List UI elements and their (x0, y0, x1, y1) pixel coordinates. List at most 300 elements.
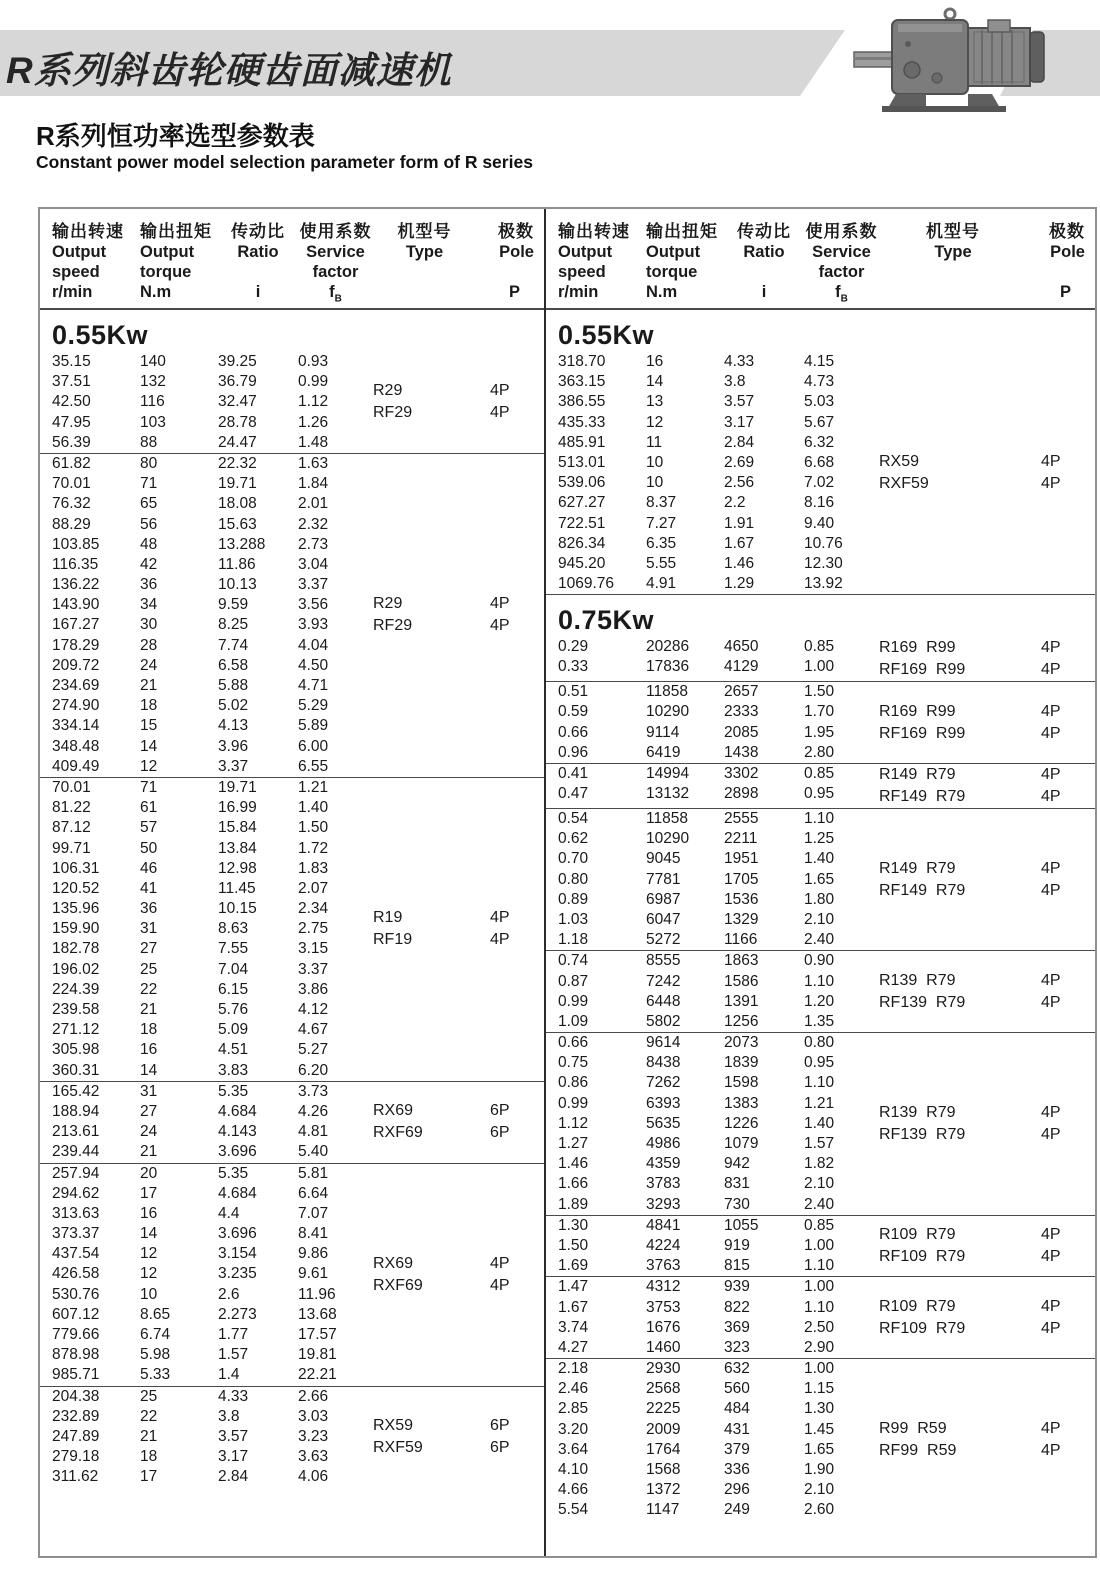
factor-cell: 1.72 (298, 839, 329, 857)
parameter-block (546, 1277, 1095, 1359)
ratio-cell: 4.33 (724, 353, 755, 370)
ratio-cell: 4.143 (218, 1123, 257, 1141)
block-rows (546, 1216, 879, 1277)
ratio-cell: 10.13 (218, 576, 257, 594)
ratio-cell: 5.35 (218, 1164, 249, 1182)
label-line (879, 723, 1089, 745)
speed-cell: 0.66 (558, 1034, 589, 1052)
ratio-cell: 942 (724, 1155, 750, 1173)
factor-cell: 4.67 (298, 1021, 329, 1039)
torque-cell: 16 (646, 353, 664, 370)
factor-cell: 3.23 (298, 1427, 329, 1445)
speed-cell: 4.66 (558, 1481, 589, 1499)
speed-cell: 70.01 (52, 475, 91, 493)
speed-cell: 426.58 (52, 1265, 100, 1283)
ratio-cell: 815 (724, 1257, 750, 1275)
speed-cell: 1.47 (558, 1278, 589, 1296)
speed-cell: 135.96 (52, 900, 100, 918)
table-row (52, 1184, 373, 1204)
table-row (52, 1427, 373, 1447)
factor-cell: 6.68 (804, 453, 835, 471)
torque-cell: 6.74 (140, 1326, 171, 1343)
label-line (373, 1437, 538, 1459)
torque-cell: 11858 (646, 683, 688, 701)
speed-cell: 409.49 (52, 757, 100, 775)
torque-cell: 15 (140, 717, 158, 735)
torque-cell: 3783 (646, 1175, 681, 1193)
pole-label: 4P (1041, 1248, 1061, 1266)
label-line (879, 1418, 1089, 1440)
block-rows (40, 778, 373, 1081)
ratio-cell: 8.63 (218, 920, 249, 938)
torque-cell: 4986 (646, 1135, 681, 1152)
type-label: RF109 R79 (879, 1248, 966, 1266)
table-row (558, 1318, 879, 1338)
table-row (52, 1244, 373, 1264)
ratio-cell: 5.02 (218, 697, 249, 715)
torque-cell: 46 (140, 859, 158, 877)
factor-cell: 0.80 (804, 1034, 835, 1052)
torque-cell: 7242 (646, 972, 681, 990)
speed-cell: 247.89 (52, 1427, 100, 1445)
ratio-cell: 32.47 (218, 393, 257, 411)
label-line (373, 402, 538, 424)
table-row (558, 534, 879, 554)
table-row (52, 1264, 373, 1284)
block-labels (879, 637, 1095, 681)
torque-cell: 25 (140, 960, 158, 978)
torque-cell: 3293 (646, 1195, 681, 1213)
label-line (879, 473, 1089, 495)
table-row (52, 757, 373, 777)
ratio-cell: 11.86 (218, 555, 256, 573)
ratio-cell: 560 (724, 1380, 750, 1398)
ratio-cell: 431 (724, 1420, 750, 1438)
factor-cell: 1.84 (298, 475, 329, 493)
table-row (558, 1094, 879, 1114)
ratio-cell: 1863 (724, 952, 759, 970)
table-row (52, 636, 373, 656)
ratio-cell: 1839 (724, 1054, 759, 1072)
ratio-cell: 4129 (724, 658, 759, 676)
ratio-cell: 1166 (724, 931, 758, 949)
torque-cell: 1764 (646, 1440, 681, 1458)
pole-label: 4P (1041, 859, 1061, 877)
factor-cell: 7.07 (298, 1204, 329, 1222)
label-line (879, 701, 1089, 723)
speed-cell: 1.69 (558, 1257, 589, 1275)
parameter-block (40, 352, 544, 454)
ratio-cell: 2.84 (724, 433, 755, 451)
table-row (52, 676, 373, 696)
torque-cell: 4359 (646, 1155, 681, 1173)
pole-label: 4P (1041, 1441, 1061, 1459)
label-line (373, 907, 538, 929)
banner-title: R系列斜齿轮硬齿面减速机 (6, 50, 452, 91)
parameter-block (546, 951, 1095, 1033)
factor-cell: 9.61 (298, 1265, 329, 1283)
torque-cell: 57 (140, 819, 158, 837)
ratio-cell: 939 (724, 1278, 750, 1296)
ratio-cell: 2.69 (724, 453, 755, 471)
header-output-torque: 输出扭矩 Output torque N.m (646, 222, 718, 301)
ratio-cell: 7.04 (218, 960, 249, 978)
speed-cell: 1.50 (558, 1236, 589, 1254)
block-rows (546, 352, 879, 594)
type-label: RF149 R79 (879, 788, 966, 805)
factor-cell: 1.21 (298, 778, 329, 796)
type-label: RF29 (373, 404, 413, 422)
table-row (52, 494, 373, 514)
torque-cell: 14 (646, 373, 664, 391)
speed-cell: 0.41 (558, 765, 589, 782)
type-label: RF109 R79 (879, 1319, 966, 1337)
ratio-cell: 6.58 (218, 656, 249, 674)
speed-cell: 878.98 (52, 1346, 100, 1364)
table-row (558, 764, 879, 784)
ratio-cell: 4.684 (218, 1184, 257, 1202)
torque-cell: 42 (140, 555, 158, 573)
pole-label: 4P (1041, 724, 1061, 742)
speed-cell: 143.90 (52, 596, 100, 614)
speed-cell: 1.09 (558, 1012, 589, 1030)
torque-cell: 18 (140, 1021, 158, 1039)
block-rows (546, 1359, 879, 1521)
header-ratio: 传动比 Ratio i (737, 222, 791, 301)
speed-cell: 530.76 (52, 1285, 100, 1303)
ratio-cell: 336 (724, 1461, 750, 1478)
ratio-cell: 4.684 (218, 1102, 257, 1120)
block-rows (546, 637, 879, 681)
speed-cell: 1.27 (558, 1135, 589, 1152)
factor-cell: 1.26 (298, 413, 329, 431)
pole-label: 4P (1041, 1226, 1061, 1244)
speed-cell: 363.15 (558, 373, 606, 391)
factor-cell: 0.93 (298, 353, 329, 370)
torque-cell: 36 (140, 576, 158, 594)
pole-label: 4P (1041, 639, 1061, 657)
torque-cell: 7781 (646, 870, 681, 888)
factor-cell: 2.10 (804, 910, 835, 928)
ratio-cell: 2555 (724, 810, 759, 827)
factor-cell: 2.34 (298, 900, 329, 918)
type-label: R169 R99 (879, 639, 956, 657)
ratio-cell: 3302 (724, 765, 759, 782)
parameter-block (546, 809, 1095, 951)
ratio-cell: 18.08 (218, 495, 257, 513)
table-row (52, 615, 373, 635)
table-right-half (546, 209, 1095, 1556)
label-line (373, 1415, 538, 1437)
parameter-block (40, 1082, 544, 1164)
torque-cell: 3763 (646, 1257, 681, 1275)
block-labels (879, 1359, 1095, 1521)
table-row (558, 1480, 879, 1500)
torque-cell: 14994 (646, 765, 690, 782)
factor-cell: 1.30 (804, 1400, 835, 1418)
ratio-cell: 15.63 (218, 515, 257, 533)
ratio-cell: 12.98 (218, 859, 257, 877)
torque-cell: 12 (646, 413, 664, 431)
factor-cell: 2.73 (298, 535, 329, 553)
table-row (52, 1467, 373, 1487)
table-row (52, 1122, 373, 1142)
table-row (558, 1379, 879, 1399)
label-line (373, 615, 538, 637)
ratio-cell: 6.15 (218, 980, 249, 998)
table-row (558, 1420, 879, 1440)
ratio-cell: 1586 (724, 972, 759, 990)
speed-cell: 61.82 (52, 454, 91, 472)
ratio-cell: 1.67 (724, 534, 755, 552)
ratio-cell: 1951 (724, 850, 759, 868)
block-labels (879, 1033, 1095, 1215)
ratio-cell: 369 (724, 1318, 750, 1336)
pole-label: 4P (1041, 1319, 1061, 1337)
torque-cell: 5.33 (140, 1366, 171, 1384)
torque-cell: 5.98 (140, 1346, 171, 1364)
type-label: R109 R79 (879, 1226, 956, 1244)
ratio-cell: 5.88 (218, 677, 249, 694)
speed-cell: 1.67 (558, 1298, 589, 1316)
speed-cell: 435.33 (558, 413, 606, 431)
table-row (52, 1000, 373, 1020)
block-rows (40, 1082, 373, 1163)
torque-cell: 116 (140, 393, 165, 411)
ratio-cell: 2.56 (724, 474, 755, 492)
speed-cell: 826.34 (558, 534, 606, 552)
block-rows (546, 682, 879, 763)
factor-cell: 1.10 (804, 1298, 835, 1316)
parameter-block (546, 682, 1095, 764)
torque-cell: 21 (140, 1427, 158, 1445)
ratio-cell: 1256 (724, 1012, 759, 1030)
torque-cell: 10290 (646, 703, 690, 721)
speed-cell: 35.15 (52, 353, 91, 370)
factor-cell: 5.29 (298, 697, 329, 715)
factor-cell: 5.40 (298, 1143, 329, 1161)
speed-cell: 985.71 (52, 1366, 100, 1384)
block-rows (40, 352, 373, 453)
speed-cell: 271.12 (52, 1021, 100, 1039)
speed-cell: 0.54 (558, 810, 589, 827)
speed-cell: 120.52 (52, 879, 100, 897)
ratio-cell: 3.96 (218, 737, 249, 755)
table-row (558, 890, 879, 910)
speed-cell: 945.20 (558, 554, 606, 572)
torque-cell: 13 (646, 393, 664, 411)
ratio-cell: 1.4 (218, 1366, 240, 1384)
ratio-cell: 2.6 (218, 1285, 240, 1303)
speed-cell: 0.66 (558, 723, 589, 741)
speed-cell: 279.18 (52, 1448, 100, 1466)
factor-cell: 2.32 (298, 515, 329, 533)
label-line (879, 880, 1089, 902)
factor-cell: 1.00 (804, 1236, 835, 1254)
torque-cell: 71 (140, 475, 158, 493)
factor-cell: 4.71 (298, 677, 329, 694)
factor-cell: 1.10 (804, 810, 835, 827)
speed-cell: 274.90 (52, 697, 100, 715)
factor-cell: 3.37 (298, 960, 329, 978)
table-row (52, 433, 373, 453)
parameter-block (40, 454, 544, 778)
factor-cell: 2.07 (298, 879, 329, 897)
torque-cell: 8555 (646, 952, 681, 970)
factor-cell: 3.73 (298, 1082, 329, 1100)
torque-cell: 11 (646, 433, 663, 451)
power-section-heading: 0.55Kw (52, 320, 149, 350)
table-row (52, 595, 373, 615)
pole-label: 4P (490, 595, 510, 613)
factor-cell: 0.85 (804, 638, 835, 656)
factor-cell: 0.95 (804, 785, 835, 803)
type-label: RXF69 (373, 1124, 423, 1142)
label-line (879, 1318, 1089, 1340)
speed-cell: 627.27 (558, 494, 606, 512)
speed-cell: 0.89 (558, 890, 589, 908)
speed-cell: 232.89 (52, 1407, 100, 1425)
torque-cell: 17 (140, 1468, 158, 1486)
ratio-cell: 3.8 (724, 373, 746, 391)
type-label: R139 R79 (879, 971, 956, 989)
speed-cell: 513.01 (558, 453, 606, 471)
label-line (373, 380, 538, 402)
speed-cell: 99.71 (52, 839, 91, 857)
ratio-cell: 296 (724, 1481, 750, 1499)
header-ratio: 传动比 Ratio i (231, 222, 285, 301)
table-row (52, 454, 373, 474)
table-row (52, 392, 373, 412)
torque-cell: 3753 (646, 1298, 681, 1316)
page-title-en: Constant power model selection parameter form of R series (36, 152, 533, 172)
table-row (558, 637, 879, 657)
ratio-cell: 1.46 (724, 554, 755, 572)
pole-label: 4P (1041, 993, 1061, 1011)
factor-cell: 2.80 (804, 743, 835, 761)
factor-cell: 12.30 (804, 554, 843, 572)
torque-cell: 9114 (646, 723, 680, 741)
torque-cell: 6393 (646, 1094, 681, 1112)
header-output-speed: 输出转速 Output speed r/min (558, 222, 630, 301)
table-row (558, 1195, 879, 1215)
factor-cell: 0.85 (804, 765, 835, 782)
table-row (558, 392, 879, 412)
factor-cell: 1.82 (804, 1155, 835, 1173)
table-row (558, 352, 879, 372)
type-label: R19 (373, 909, 403, 927)
ratio-cell: 13.84 (218, 839, 257, 857)
torque-cell: 6448 (646, 992, 681, 1010)
factor-cell: 1.10 (804, 972, 835, 990)
table-row (52, 1365, 373, 1385)
factor-cell: 22.21 (298, 1366, 337, 1384)
speed-cell: 0.47 (558, 785, 589, 803)
table-row (558, 433, 879, 453)
speed-cell: 196.02 (52, 960, 100, 978)
factor-cell: 3.37 (298, 576, 329, 594)
torque-cell: 4841 (646, 1216, 681, 1234)
factor-cell: 2.10 (804, 1481, 835, 1499)
factor-cell: 4.26 (298, 1102, 329, 1120)
factor-cell: 2.10 (804, 1175, 835, 1193)
gear-motor-image (852, 4, 1067, 116)
block-labels (373, 454, 544, 777)
speed-cell: 1.18 (558, 931, 589, 949)
speed-cell: 360.31 (52, 1061, 100, 1079)
torque-cell: 1568 (646, 1461, 681, 1478)
label-line (879, 1440, 1089, 1462)
factor-cell: 10.76 (804, 534, 843, 552)
factor-cell: 1.40 (298, 799, 329, 817)
speed-cell: 182.78 (52, 940, 100, 958)
pole-label: 4P (490, 1254, 510, 1272)
table-row (52, 413, 373, 433)
type-label: RXF59 (879, 475, 929, 493)
header-service-factor: 使用系数 Service factor $f_B$ (299, 222, 372, 305)
table-row (52, 1325, 373, 1345)
ratio-cell: 1705 (724, 870, 759, 888)
table-row (52, 1204, 373, 1224)
block-labels (879, 682, 1095, 763)
ratio-cell: 28.78 (218, 413, 257, 431)
speed-cell: 313.63 (52, 1204, 100, 1222)
speed-cell: 136.22 (52, 576, 100, 594)
table-body-left (40, 310, 544, 1488)
speed-cell: 116.35 (52, 555, 99, 573)
speed-cell: 87.12 (52, 819, 91, 837)
torque-cell: 65 (140, 495, 158, 513)
parameter-block (546, 637, 1095, 682)
ratio-cell: 379 (724, 1440, 750, 1458)
torque-cell: 7.27 (646, 514, 677, 532)
table-row (52, 372, 373, 392)
ratio-cell: 2.84 (218, 1468, 249, 1486)
speed-cell: 234.69 (52, 677, 100, 694)
label-line (879, 1124, 1089, 1146)
speed-cell: 239.44 (52, 1143, 100, 1161)
table-row (52, 555, 373, 575)
factor-cell: 5.27 (298, 1041, 329, 1059)
ratio-cell: 9.59 (218, 596, 249, 614)
ratio-cell: 2.2 (724, 494, 746, 512)
table-row (558, 1298, 879, 1318)
speed-cell: 81.22 (52, 799, 91, 817)
factor-cell: 4.81 (298, 1123, 329, 1141)
table-row (558, 574, 879, 594)
table-row (52, 1285, 373, 1305)
label-line (373, 593, 538, 615)
block-rows (40, 454, 373, 777)
speed-cell: 539.06 (558, 474, 606, 492)
ratio-cell: 7.74 (218, 636, 249, 654)
table-row (52, 859, 373, 879)
table-row (558, 493, 879, 513)
label-line (373, 1275, 538, 1297)
table-row (52, 818, 373, 838)
table-row (558, 1033, 879, 1053)
speed-cell: 311.62 (52, 1468, 99, 1486)
factor-cell: 1.20 (804, 992, 835, 1010)
block-labels (879, 951, 1095, 1032)
table-row (558, 1114, 879, 1134)
factor-cell: 6.64 (298, 1184, 329, 1202)
factor-cell: 4.06 (298, 1468, 329, 1486)
speed-cell: 1.89 (558, 1195, 589, 1213)
ratio-cell: 730 (724, 1195, 750, 1213)
ratio-cell: 1536 (724, 890, 759, 908)
torque-cell: 5272 (646, 931, 681, 949)
